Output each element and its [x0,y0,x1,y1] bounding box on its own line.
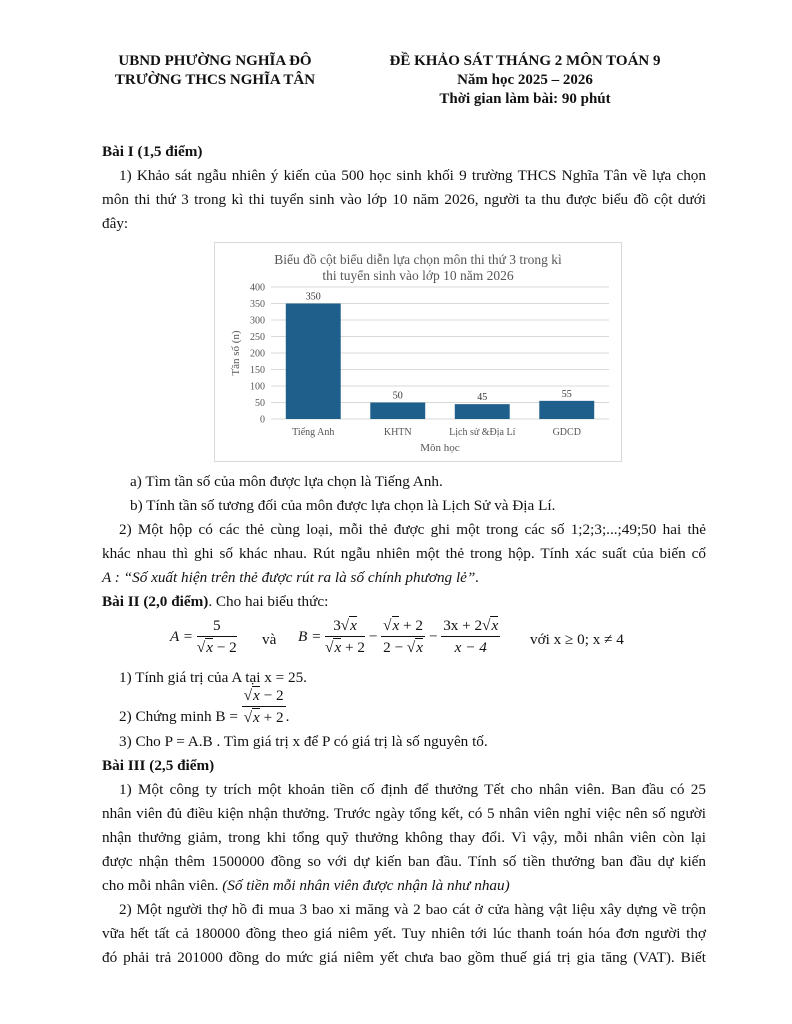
bai2-question-2: 2) Chứng minh B = √ x − 2 √ x + 2 . [102,690,706,726]
data-label: 350 [305,291,321,303]
data-label: 55 [561,388,572,400]
formula-A [170,616,237,659]
bai3-p2-line2: vữa hết tất cả 180000 đồng theo giá niêm yết. Tuy nhiên tới lúc thanh toán hóa đơn người thợ [102,925,706,942]
formula-A-lhs: A = [170,627,194,645]
bar [286,304,341,420]
formula-B-term1: 3√ x √ x + 2 [325,616,365,659]
bai1-p2-line1: 2) Một hộp có các thẻ cùng loại, mỗi thẻ được ghi một trong các số 1;2;3;...;49;50 hai thẻ [119,521,706,538]
formula-B-lhs: B = [298,627,322,645]
document-body [102,140,706,970]
data-label: 45 [477,392,488,404]
bar [370,403,425,420]
bai2-heading [102,590,706,614]
x-axis-label: Môn học [420,442,460,454]
formula-A-numerator: 5 [197,616,237,637]
bai1-p2-line2: khác nhau thì ghi số khác nhau. Rút ngẫu nhiên một thẻ trong hộp. Tính xác suất của biến cố [102,545,706,562]
bai3-p1-line1: 1) Một công ty trích một khoản tiền cố định để thưởng Tết cho nhân viên. Ban đầu có 25 [119,781,706,798]
formula-and: và [262,631,277,648]
bai3-p1-line4: được nhận thêm 1500000 đồng so với dự kiến ban đầu. Tính số tiền thưởng ban đầu dự kiến [102,853,706,870]
bar [455,404,510,419]
bai3-p1-line3: nhận thưởng giảm, trong khi tổng quỹ thưởng không thay đổi. Vì vậy, mỗi nhân viên còn lại [102,829,706,846]
chart-title-line2: thi tuyển sinh vào lớp 10 năm 2026 [322,268,514,283]
bai3-p2-line3: đó phải trả 201000 đồng do mức giá niêm yết chưa bao gồm thuế giá trị gia tăng (VAT). Biết [102,949,706,966]
formula-A-B [102,614,706,666]
x-tick-label: GDCD [552,427,581,438]
bar-chart-svg [215,243,621,461]
header-right [360,52,690,109]
exam-duration: Thời gian làm bài: 90 phút [439,91,611,107]
formula-A-fraction [197,616,237,659]
school-name: TRƯỜNG THCS NGHĨA TÂN [114,72,316,88]
sqrt-icon [383,617,391,634]
bai3-p1-line2: nhân viên đủ điều kiện nhận thưởng. Trước ngày tổng kết, có 5 nhân viên nghỉ việc nên số người [102,805,706,822]
y-tick-label: 350 [250,299,265,310]
bai1-title: Bài I (1,5 điểm) [102,143,203,160]
sqrt-icon [197,639,205,656]
sqrt-icon [244,687,252,704]
formula-B-term3: $\frac{3x + 2√ x}{x - 4}$ [441,616,500,659]
school-year: Năm học 2025 – 2026 [457,72,593,88]
event-description: “Số xuất hiện trên thẻ được rút ra là số chính phương lẻ”. [123,569,480,586]
y-tick-label: 200 [250,348,265,360]
x-tick-label: KHTN [383,427,412,438]
bai3-title: Bài III (2,5 điểm) [102,757,215,774]
x-tick-label: Tiếng Anh [292,427,335,438]
bai1-question-a: a) Tìm tần số của môn được lựa chọn là Tiếng Anh. [130,473,443,490]
exam-title: ĐỀ KHẢO SÁT THÁNG 2 MÔN TOÁN 9 [389,53,661,69]
bai2-title: Bài II (2,0 điểm) [102,593,209,610]
sqrt-icon [341,617,349,634]
y-tick-label: 400 [250,282,265,294]
bai1-p2-line3 [102,566,706,590]
y-tick-label: 0 [260,414,265,426]
bai2-intro: . Cho hai biểu thức: [208,593,329,610]
formula-B: B = 3√ x √ x + 2 − √ $\frac{x + 2}{2 - √ x}$ − $\frac{3x + 2√ x}{x - 4}$ [298,616,500,659]
formula-B-term2: √ $\frac{x + 2}{2 - √ x}$ [381,616,425,659]
formula-A-denominator: √ x − 2 [197,637,237,659]
bai3-p2-line1: 2) Một người thợ hồ đi mua 3 bao xi măng và 2 bao cát ở cửa hàng vật liệu xây dựng về trộn [119,901,706,918]
header-left [90,52,340,90]
sqrt-icon [407,639,415,656]
chart-title-line1: Biểu đồ cột biểu diễn lựa chọn môn thi thứ 3 trong kì [274,252,562,267]
sqrt-icon [244,709,252,726]
y-tick-label: 50 [255,398,265,409]
y-tick-label: 300 [250,315,265,327]
bai1-p1-line1: 1) Khảo sát ngẫu nhiên ý kiến của 500 học sinh khối 9 trường THCS Nghĩa Tân về lựa chọn [119,167,706,184]
formula-condition: với x ≥ 0; x ≠ 4 [530,631,624,648]
bai1-question-b: b) Tính tần số tương đối của môn được lựa chọn là Lịch Sử và Địa Lí. [130,497,556,514]
bai1-p1-line2: môn thi thứ 3 trong kì thi tuyển sinh vào lớp 10 năm 2026, người ta thu được biểu đồ cột dưới [102,191,706,208]
event-symbol: A : [102,569,124,586]
y-tick-label: 150 [250,365,265,376]
bai2-question-1: 1) Tính giá trị của A tại x = 25. [119,669,307,686]
y-tick-label: 250 [250,332,265,343]
bai1-p1-line3: đây: [102,215,129,232]
y-tick-label: 100 [250,381,265,393]
bai3-p1-line5: cho mỗi nhân viên. (Số tiền mỗi nhân viên được nhận là như nhau) [102,877,510,894]
bar [539,401,594,419]
y-axis-label: Tần số (n) [230,330,242,376]
formula-B-simplified: √ x − 2 √ x + 2 [242,686,286,729]
bai3-note: (Số tiền mỗi nhân viên được nhận là như nhau) [222,877,510,894]
district-name: UBND PHƯỜNG NGHĨA ĐÔ [118,53,312,69]
data-label: 50 [392,390,403,402]
bar-chart [214,242,622,462]
x-tick-label: Lịch sử &Địa Lí [449,427,516,438]
bai2-question-3: 3) Cho P = A.B . Tìm giá trị x để P có giá trị là số nguyên tố. [119,733,488,750]
